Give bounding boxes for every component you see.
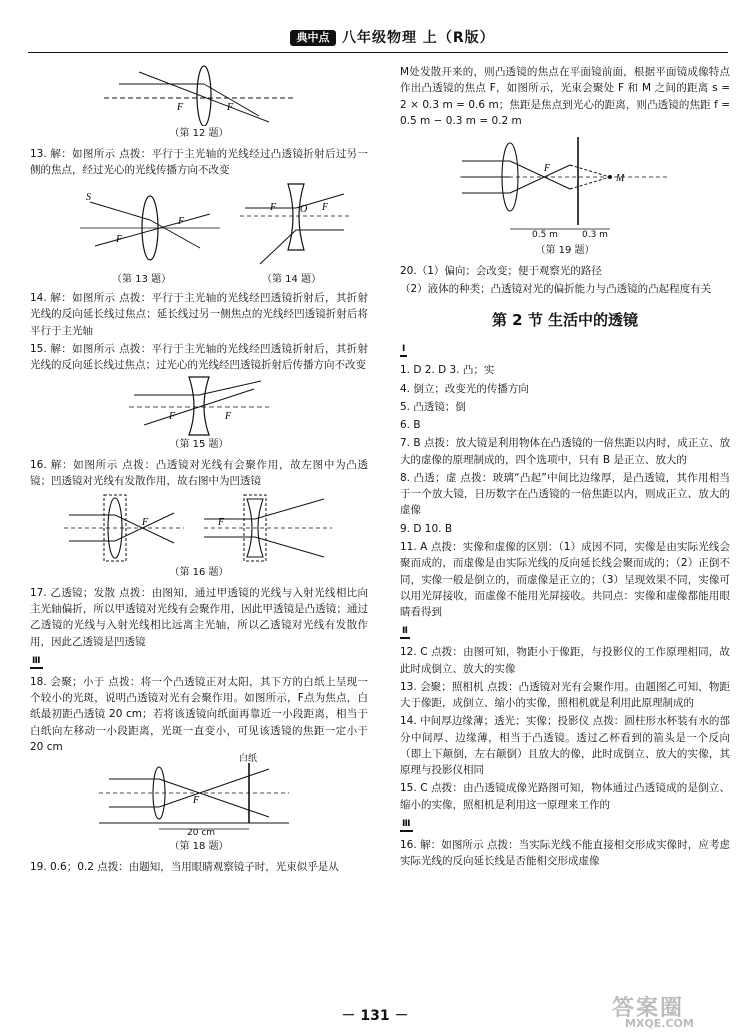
figure-19 [460, 133, 670, 243]
figure-18 [99, 754, 299, 839]
level-3-badge: Ⅲ [30, 656, 43, 669]
answer-13: 13. 解：如图所示 点拨：平行于主光轴的光线经过凸透镜折射后过另一侧的焦点，经过光心的光线传播方向不改变 [30, 147, 368, 176]
answer-20a: 20.（1）偏向；会改变；便于观察光的路径 [400, 264, 602, 277]
svg-text:F: F [178, 216, 185, 228]
answer-1-3: 1. D 2. D 3. 凸；实 [400, 364, 495, 377]
answer-19-start: 19. 0.6；0.2 点拨：由题知，当用眼睛观察镜子时，光束似乎是从 [30, 860, 339, 873]
fig19-dist-1: 0.5 m [532, 230, 558, 241]
svg-text:S: S [86, 192, 91, 204]
svg-text:F: F [218, 517, 225, 529]
svg-text:F: F [270, 202, 277, 214]
figure-16 [64, 491, 334, 565]
answer-7: 7. B 点拨：放大镜是利用物体在凸透镜的一倍焦距以内时，成正立、放大的虚像的原理制成的，四个选项中，只有 B 是正立、放大的 [400, 437, 730, 466]
svg-text:F: F [544, 163, 551, 175]
caption-16: （第 16 题） [169, 567, 229, 579]
header-rule [28, 52, 728, 53]
answer-9-10: 9. D 10. B [400, 522, 453, 535]
svg-text:F: F [169, 411, 176, 423]
svg-text:F: F [322, 202, 329, 214]
answer-5: 5. 凸透镜；倒 [400, 400, 466, 413]
watermark-logo: 答案圈 [612, 996, 685, 1021]
level-1-badge: Ⅰ [400, 344, 407, 357]
svg-text:O: O [300, 204, 308, 216]
page-header [0, 0, 750, 50]
answer-14r: 14. 中间厚边缘薄；透光；实像；投影仪 点拨：圆柱形水杯装有水的部分中间厚、边缘薄，相当于凸透镜。透过乙杯看到的箭头是一个反向（即上下颠倒，左右颠倒）且放大的像，此时成倒立、放大的实像，其原理与投影仪相同 [400, 715, 730, 777]
caption-12: （第 12 题） [169, 128, 229, 139]
answer-12: 12. C 点拨：由图可知，物距小于像距，与投影仪的工作原理相同，故此时成倒立、放大的实像 [400, 646, 730, 675]
brand-logo: 典中点 [290, 30, 336, 46]
figure-14 [240, 180, 350, 272]
svg-text:M: M [616, 173, 625, 185]
fig18-distance-label: 20 cm [187, 828, 216, 839]
caption-19: （第 19 题） [535, 245, 595, 257]
answer-15r: 15. C 点拨：由凸透镜成像光路图可知，物体通过凸透镜成的是倒立、缩小的实像，照相机是利用这一原理来工作的 [400, 782, 730, 811]
watermark-url: MXQE.COM [625, 1017, 694, 1030]
right-column [400, 62, 730, 872]
answer-19-cont: M处发散开来的，则凸透镜的焦点在平面镜前面，根据平面镜成像特点作出凸透镜的焦点 F，如图所示，光束会聚处 F 和 M 之间的距离 s = 2 × 0.3 m = 0.6 m；焦距是焦点到光心的距离，则凸透镜的焦距 f = 0.5 m − 0.3 m = 0.2 m [400, 66, 730, 127]
answer-11: 11. A 点拨：实像和虚像的区别：（1）成因不同，实像是由实际光线会聚而成的，而虚像是由实际光线的反向延长线会聚而成的；（2）正倒不同，实像一般是倒立的，而虚像是正立的；（3）呈现效果不同，实像可以用光屏接收，而虚像不能用光屏接收。共同点：实像和虚像都能用眼睛看得到 [400, 541, 730, 619]
answer-8: 8. 凸透；虚 点拨：玻璃“凸起”中间比边缘厚，是凸透镜，其作用相当于一个放大镜，日历数字在凸透镜的一倍焦距以内，则成正立、放大的虚像 [400, 471, 730, 517]
left-column [30, 62, 368, 877]
captions-13-14 [30, 272, 368, 288]
caption-18: （第 18 题） [169, 841, 229, 853]
page-number: － 131 － [341, 1008, 409, 1024]
caption-14: （第 14 题） [262, 274, 322, 286]
svg-text:F: F [177, 102, 184, 113]
fig18-paper-label: 白纸 [239, 754, 258, 765]
section-title: 第 2 节 生活中的透镜 [491, 311, 639, 330]
level-2-badge: Ⅱ [400, 626, 410, 639]
answer-20b: （2）液体的种类；凸透镜对光的偏折能力与凸透镜的凸起程度有关 [400, 282, 712, 295]
caption-13: （第 13 题） [112, 274, 172, 286]
svg-text:F: F [116, 234, 123, 246]
answer-4: 4. 倒立；改变光的传播方向 [400, 382, 529, 395]
answer-16: 16. 解：如图所示 点拨：凸透镜对光线有会聚作用，故左图中为凸透镜；凹透镜对光线有发散作用，故右图中为凹透镜 [30, 458, 368, 488]
fig19-dist-2: 0.3 m [582, 230, 608, 241]
answer-15: 15. 解：如图所示 点拨：平行于主光轴的光线经凹透镜折射后，其折射光线的反向延长线过焦点；过光心的光线经凹透镜折射后传播方向不改变 [30, 342, 368, 372]
book-title: 八年级物理 上（R版） [342, 30, 495, 46]
svg-text:F: F [193, 795, 200, 807]
figure-12 [99, 64, 299, 126]
answer-16r: 16. 解：如图所示 点拨：当实际光线不能直接相交形成实像时，应考虑实际光线的反向延长线是否能相交形成虚像 [400, 838, 730, 868]
figure-15 [129, 375, 269, 437]
level-3-badge-right: Ⅲ [400, 819, 413, 832]
figures-13-14 [30, 180, 368, 272]
figure-13 [80, 180, 220, 272]
svg-text:F: F [142, 517, 149, 529]
svg-text:F: F [225, 411, 232, 423]
answer-17: 17. 乙透镜；发散 点拨：由图知，通过甲透镜的光线与入射光线相比向主光轴偏折，所以甲透镜对光线有会聚作用，因此甲透镜是凸透镜；通过乙透镜的光线与入射光线相比远离主光轴，所以乙透镜对光线有发散作用，因此乙透镜是凹透镜 [30, 586, 368, 648]
answer-14: 14. 解：如图所示 点拨：平行于主光轴的光线经凹透镜折射后，其折射光线的反向延长线过焦点；延长线过另一侧焦点的光线经凹透镜折射后将平行于主光轴 [30, 292, 368, 337]
answer-13r: 13. 会聚；照相机 点拨：凸透镜对光有会聚作用。由题图乙可知，物距大于像距，成倒立、缩小的实像，照相机就是利用此原理制成的 [400, 680, 730, 710]
svg-text:F: F [227, 102, 234, 113]
answer-6: 6. B [400, 419, 421, 432]
caption-15: （第 15 题） [169, 439, 229, 451]
answer-18: 18. 会聚；小于 点拨：将一个凸透镜正对太阳，其下方的白纸上呈现一个较小的光斑，说明凸透镜对光有会聚作用。如图所示，F点为焦点，白纸最初距凸透镜 20 cm；若将该透镜向纸面再靠近一小段距离，相当于白纸向左移动一小段距离，光斑一直变小，可见该透镜的焦距一定小于 20 cm [30, 675, 368, 754]
